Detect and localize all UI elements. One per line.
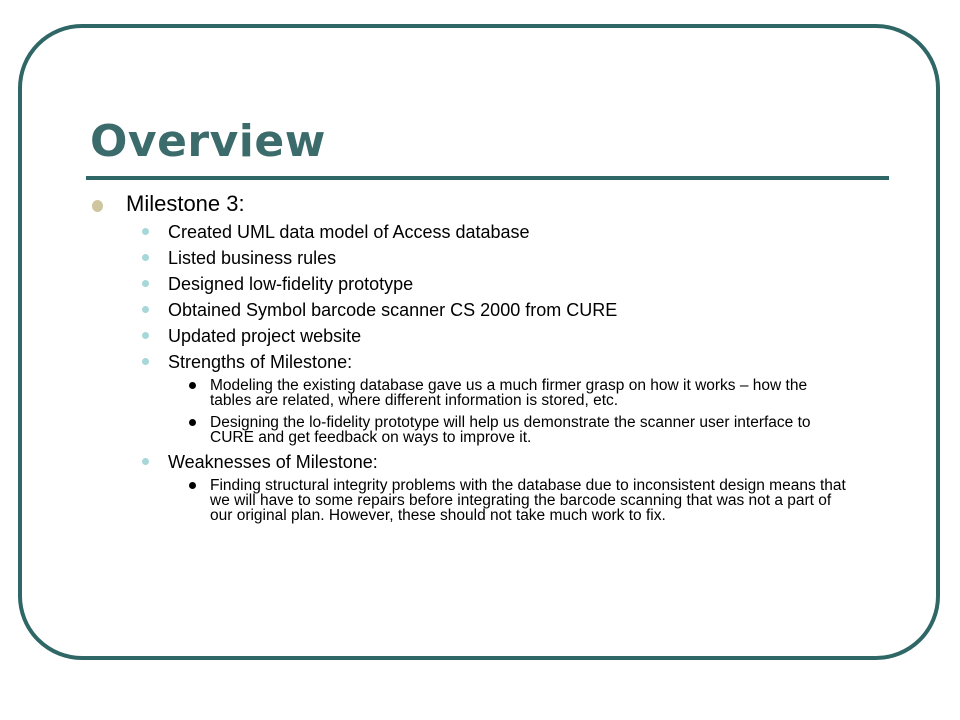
bullet-milestone: [88, 190, 878, 218]
bullet-dot-icon: [92, 200, 103, 212]
list-item-text: Listed business rules: [168, 248, 337, 268]
list-item-text: Designed low-fidelity prototype: [168, 274, 414, 294]
bullet-dot-icon: [189, 382, 196, 389]
strengths-heading-item: [88, 352, 878, 373]
bullet-dot-icon: [142, 332, 149, 339]
list-item: [88, 300, 878, 321]
weakness-item-text: Finding structural integrity problems with the database due to inconsistent design means that we will have to some repairs before integrating the barcode scanning that was not a part of our original plan. However, these should not take much work to fix.: [210, 477, 846, 524]
bullet-dot-icon: [142, 358, 149, 365]
bullet-dot-icon: [189, 419, 196, 426]
bullet-dot-icon: [142, 228, 149, 235]
strength-item-text: Modeling the existing database gave us a much firmer grasp on how it works – how the tables are related, where different information is stored, etc.: [210, 377, 808, 409]
strengths-heading: Strengths of Milestone:: [168, 352, 353, 372]
bullet-dot-icon: [142, 306, 149, 313]
slide-title: Overview: [90, 116, 326, 167]
weaknesses-heading-item: [88, 452, 878, 473]
milestone-heading: Milestone 3:: [126, 191, 245, 216]
list-item: [88, 326, 878, 347]
title-underline: [86, 176, 889, 180]
list-item-text: Updated project website: [168, 326, 362, 346]
list-item-text: Obtained Symbol barcode scanner CS 2000 from CURE: [168, 300, 618, 320]
bullet-dot-icon: [189, 482, 196, 489]
list-item: [88, 274, 878, 295]
bullet-dot-icon: [142, 280, 149, 287]
bullet-dot-icon: [142, 458, 149, 465]
weakness-item: [88, 478, 848, 523]
list-item: [88, 222, 878, 243]
strength-item: [88, 378, 848, 408]
weaknesses-heading: Weaknesses of Milestone:: [168, 452, 378, 472]
strength-item-text: Designing the lo-fidelity prototype will help us demonstrate the scanner user interface to CURE and get feedback on ways to improve it.: [210, 414, 811, 446]
list-item: [88, 248, 878, 269]
list-item-text: Created UML data model of Access database: [168, 222, 530, 242]
slide-content: [88, 190, 878, 530]
bullet-dot-icon: [142, 254, 149, 261]
strength-item: [88, 415, 848, 445]
